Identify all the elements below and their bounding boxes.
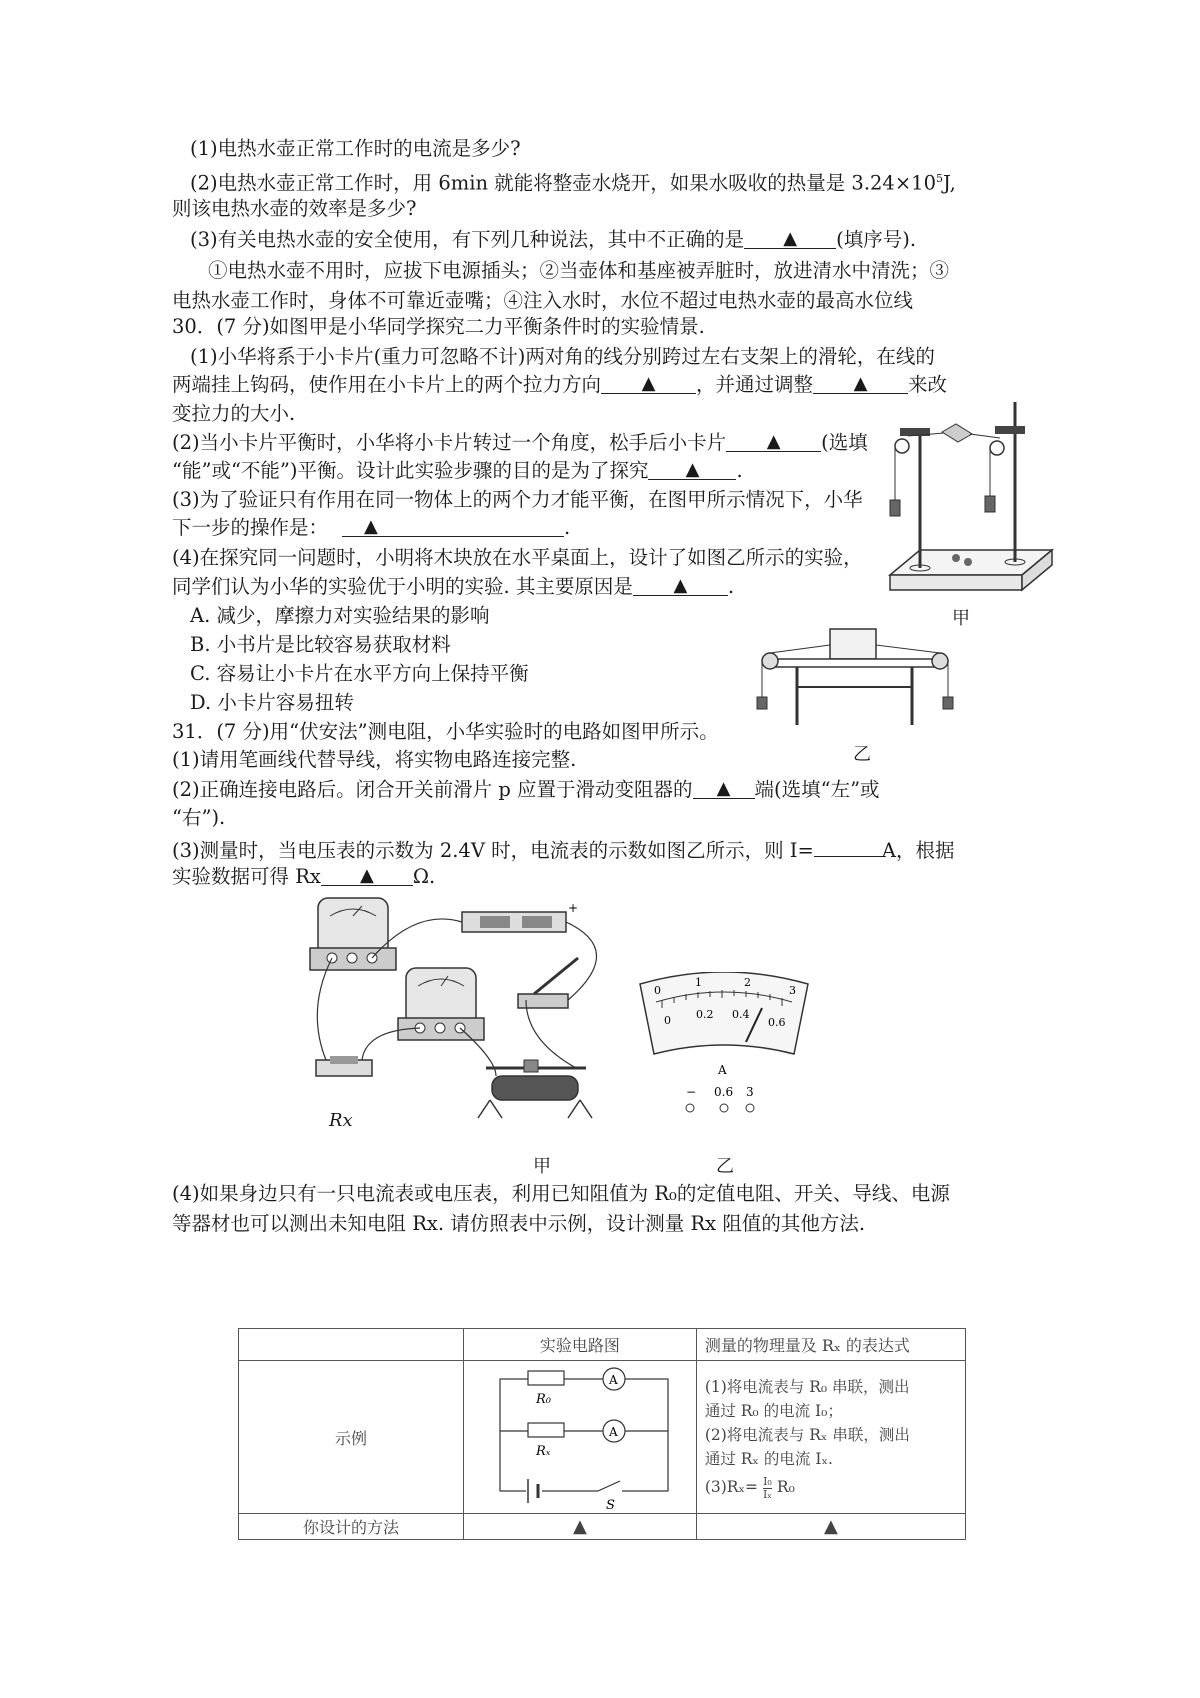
triangle-marker-icon: ▲ [783, 228, 798, 249]
example-circuit-diagram [466, 1361, 694, 1509]
battery-plus-label: + [568, 901, 579, 915]
answer-blank [342, 514, 564, 537]
q31-part2-line1: (2)正确连接电路后。闭合开关前滑片 p 应置于滑动变阻器的 ▲ 端(选填“左”或 [172, 778, 880, 801]
q29-part1: (1)电热水壶正常工作时的电流是多少? [190, 137, 521, 160]
scale-bottom-0: 0 [664, 1014, 671, 1027]
triangle-marker-icon: ▲ [641, 373, 656, 394]
q30-part2-line1: (2)当小卡片平衡时，小华将小卡片转过一个角度，松手后小卡片 ▲ (选填 [172, 431, 868, 454]
answer-blank [601, 371, 696, 394]
balance-apparatus-figure [880, 390, 1060, 630]
ammeter-a-label-2: A [608, 1425, 618, 1439]
q30-part3-line1: (3)为了验证只有作用在同一物体上的两个力才能平衡，在图甲所示情况下，小华 [172, 488, 863, 511]
q30-option-a: A. 减少，摩擦力对实验结果的影响 [190, 604, 490, 627]
q29-part2-line1: (2)电热水壶正常工作时，用 6min 就能将整壶水烧开，如果水吸收的热量是 $3.24\times 10^5J$, [190, 171, 956, 195]
scale-bottom-2: 0.4 [732, 1008, 750, 1021]
q29-options-line1: ①电热水壶不用时，应拔下电源插头；②当壶体和基座被弄脏时，放进清水中清洗；③ [208, 259, 950, 282]
rx-circuit-label: Rₓ [535, 1444, 551, 1459]
header-quantities: 测量的物理量及 Rₓ 的表达式 [696, 1329, 965, 1361]
triangle-marker-icon: ▲ [716, 778, 731, 799]
q31-part3-line2: 实验数据可得 Rx ▲ Ω. [172, 865, 436, 888]
q31-part1: (1)请用笔画线代替导线，将实物电路连接完整. [172, 748, 577, 771]
answer-blank [744, 226, 836, 249]
q31-part3-line1: (3)测量时，当电压表的示数为 2.4V 时，电流表的示数如图乙所示，则 I= A，根据 [172, 834, 954, 865]
q30-part4-line1: (4)在探究同一问题时，小明将木块放在水平桌面上，设计了如图乙所示的实验， [172, 546, 863, 569]
q30-option-b: B. 小书片是比较容易获取材料 [190, 633, 451, 656]
q30-option-d: D. 小卡片容易扭转 [190, 691, 354, 714]
q30-title: 30．(7 分)如图甲是小华同学探究二力平衡条件时的实验情景. [172, 315, 705, 338]
row-label-your-method: 你设计的方法 [239, 1514, 464, 1540]
q30-option-c: C. 容易让小卡片在水平方向上保持平衡 [190, 662, 529, 685]
triangle-marker-icon: ▲ [673, 575, 688, 596]
scale-bottom-3: 0.6 [768, 1016, 786, 1029]
q30-part1-line3: 变拉力的大小. [172, 402, 296, 425]
q31-part4-line2: 等器材也可以测出未知电阻 Rx. 请仿照表中示例，设计测量 Rx 阻值的其他方法. [172, 1212, 866, 1235]
scale-bottom-1: 0.2 [696, 1008, 714, 1021]
q30-part1-line1: (1)小华将系于小卡片(重力可忽略不计)两对角的线分别跨过左右支架上的滑轮，在线的 [190, 345, 935, 368]
terminal-minus: − [686, 1085, 697, 1099]
table-pulley-figure [752, 625, 962, 735]
q30-part2-line2: “能”或“不能”)平衡。设计此实验步骤的目的是为了探究 ▲ . [172, 459, 743, 482]
figure-label-yi: 乙 [853, 744, 871, 765]
table-row-your-method [239, 1514, 966, 1540]
figure-label-jia-circuit: 甲 [533, 1156, 551, 1177]
q31-part2-line2: “右”). [172, 806, 226, 829]
method-table [238, 1328, 966, 1540]
header-circuit-diagram: 实验电路图 [464, 1329, 697, 1361]
example-step1b: 通过 R₀ 的电流 I₀； [704, 1402, 843, 1421]
rx-label: Rx [329, 1110, 353, 1131]
row-label-example: 示例 [239, 1361, 464, 1514]
table-row-example [239, 1361, 966, 1514]
triangle-marker-icon: ▲ [364, 516, 378, 537]
answer-blank [321, 863, 413, 886]
r0-label: R₀ [535, 1392, 551, 1407]
q29-part2-line2: 则该电热水壶的效率是多少? [172, 197, 417, 220]
table-header-row [239, 1329, 966, 1361]
triangle-marker-icon: ▲ [823, 1516, 838, 1537]
example-step2a: (2)将电流表与 Rₓ 串联，测出 [704, 1426, 910, 1445]
triangle-marker-icon: ▲ [359, 865, 374, 886]
figure-label-yi-meter: 乙 [716, 1156, 734, 1177]
triangle-marker-icon: ▲ [766, 431, 781, 452]
answer-blank [726, 429, 821, 452]
answer-blank [693, 776, 755, 799]
q29-part3: (3)有关电热水壶的安全使用，有下列几种说法，其中不正确的是 ▲ (填序号). [190, 228, 917, 251]
answer-blank [814, 834, 882, 857]
terminal-3: 3 [746, 1085, 754, 1099]
meter-unit-label: A [718, 1063, 727, 1077]
q30-part3-line2: 下一步的操作是： ▲ . [172, 516, 571, 539]
scale-top-2: 2 [744, 976, 751, 989]
scale-top-1: 1 [695, 976, 702, 989]
scale-top-0: 0 [654, 984, 661, 997]
triangle-marker-icon: ▲ [573, 1516, 587, 1537]
q30-part4-line2: 同学们认为小华的实验优于小明的实验. 其主要原因是 ▲ . [172, 575, 735, 598]
example-step1a: (1)将电流表与 R₀ 串联，测出 [704, 1378, 910, 1397]
q31-part4-line1: (4)如果身边只有一只电流表或电压表，利用已知阻值为 R₀的定值电阻、开关、导线、电源 [172, 1182, 950, 1205]
example-step2b: 通过 Rₓ 的电流 Iₓ. [704, 1450, 833, 1469]
switch-s-label: S [605, 1498, 615, 1509]
scale-top-3: 3 [789, 984, 796, 997]
terminal-0-6: 0.6 [714, 1085, 734, 1099]
q31-title: 31．(7 分)用“伏安法”测电阻，小华实验时的电路如图甲所示。 [172, 720, 719, 743]
ammeter-a-label: A [608, 1373, 618, 1387]
triangle-marker-icon: ▲ [853, 373, 868, 394]
q29-options-line2: 电热水壶工作时，身体不可靠近壶嘴；④注入水时，水位不超过电热水壶的最高水位线 [172, 289, 914, 312]
answer-blank [648, 457, 736, 480]
fraction-numerator: I₀ [763, 1474, 772, 1488]
example-step3: (3)Rₓ= $\frac{\text{I₀}}{\text{Iₓ}}$ R₀ [704, 1474, 795, 1501]
ammeter-dial-figure [634, 972, 814, 1122]
answer-blank [633, 573, 728, 596]
q30-part1-line2: 两端挂上钩码，使作用在小卡片上的两个拉力方向 ▲ ，并通过调整 ▲ 来改 [172, 373, 948, 396]
figure-label-jia: 甲 [952, 608, 970, 629]
fraction-denominator: Iₓ [762, 1487, 772, 1501]
triangle-marker-icon: ▲ [685, 459, 700, 480]
